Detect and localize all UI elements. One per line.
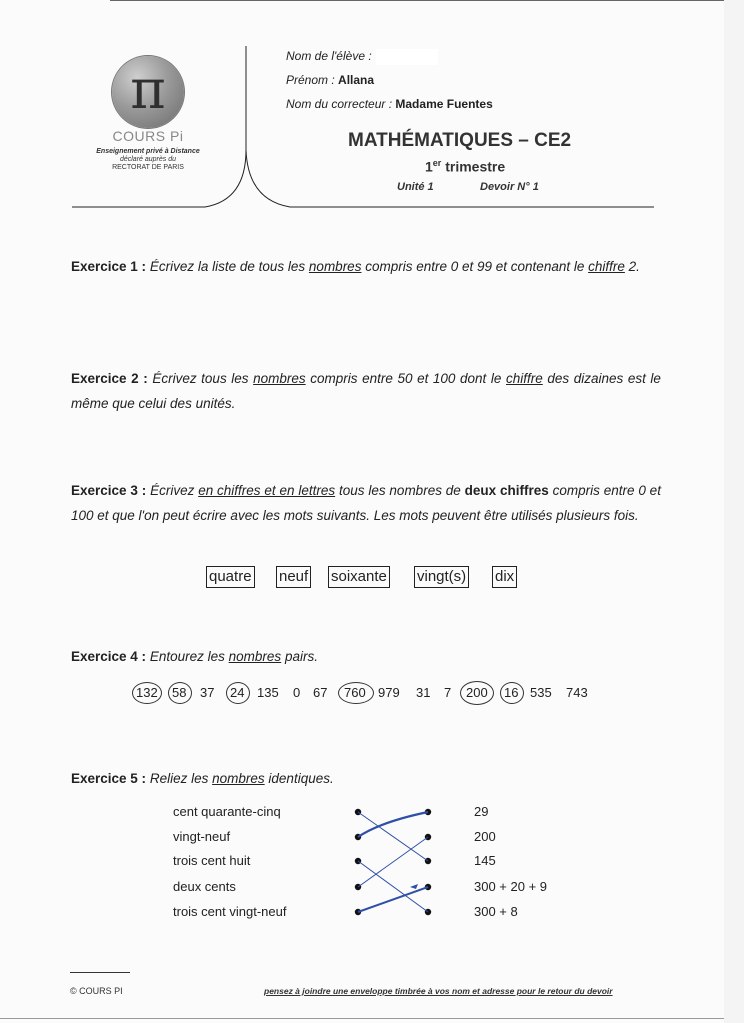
match-left-item: vingt-neuf xyxy=(173,829,231,844)
redacted-name-box xyxy=(376,49,438,65)
match-left-item: trois cent huit xyxy=(173,853,251,868)
match-right-item: 200 xyxy=(474,829,496,844)
pi-symbol: π xyxy=(130,58,166,121)
footer-note: pensez à joindre une enveloppe timbrée à vos nom et adresse pour le retour du devoir xyxy=(264,986,613,996)
number-item: 135 xyxy=(257,685,279,700)
number-item: 67 xyxy=(313,685,328,700)
bottom-border xyxy=(0,1018,724,1019)
unit-label: Unité 1 xyxy=(397,181,434,193)
student-name-field: Nom de l'élève : xyxy=(286,49,438,65)
matching-lines xyxy=(340,800,450,925)
number-item: 743 xyxy=(566,685,588,700)
pen-scribble xyxy=(410,884,418,889)
devoir-label: Devoir N° 1 xyxy=(480,181,539,193)
hand-drawn-circle xyxy=(226,682,250,704)
hand-drawn-circle xyxy=(460,681,494,705)
footer-rule xyxy=(70,972,130,973)
number-item: 24 xyxy=(230,685,245,700)
word-box: vingt(s) xyxy=(414,566,469,588)
match-left-item: trois cent vingt-neuf xyxy=(173,904,287,919)
pen-line xyxy=(358,887,428,912)
footer-copyright: © COURS PI xyxy=(70,986,123,996)
number-item: 7 xyxy=(444,685,452,700)
number-item: 200 xyxy=(466,685,488,700)
cours-pi-logo xyxy=(74,48,246,208)
number-item: 0 xyxy=(293,685,301,700)
word-box: neuf xyxy=(276,566,311,588)
pen-line xyxy=(358,812,428,861)
match-left-item: deux cents xyxy=(173,879,236,894)
word-box: quatre xyxy=(206,566,255,588)
number-item: 58 xyxy=(172,685,187,700)
number-item: 535 xyxy=(530,685,552,700)
subject-title: MATHÉMATIQUES – CE2 xyxy=(348,130,572,151)
match-left-item: cent quarante-cinq xyxy=(173,804,281,819)
exercise-1: Exercice 1 : Écrivez la liste de tous les nombres compris entre 0 et 99 et contenant le chiffre 2. xyxy=(71,259,640,274)
hand-drawn-circle xyxy=(132,682,162,704)
number-item: 16 xyxy=(504,685,519,700)
number-item: 132 xyxy=(136,685,158,700)
exercise-5: Exercice 5 : Reliez les nombres identiques. xyxy=(71,771,334,786)
brand-name: COURS Pi xyxy=(112,128,184,144)
word-box: soixante xyxy=(328,566,390,588)
hand-drawn-circle xyxy=(338,682,374,704)
pi-logo-icon xyxy=(112,56,184,128)
pen-line xyxy=(358,812,428,837)
number-item: 31 xyxy=(416,685,431,700)
match-right-item: 300 + 8 xyxy=(474,904,518,919)
exercise-2: Exercice 2 : Écrivez tous les nombres compris entre 50 et 100 dont le chiffre des dizaines est le même que celui des unités. xyxy=(71,371,661,411)
match-right-item: 29 xyxy=(474,804,489,819)
word-box: dix xyxy=(492,566,517,588)
number-item: 760 xyxy=(344,685,366,700)
number-item: 37 xyxy=(200,685,215,700)
match-right-item: 300 + 20 + 9 xyxy=(474,879,548,894)
number-item: 979 xyxy=(378,685,400,700)
hand-drawn-circle xyxy=(500,682,524,704)
corrector-field: Nom du correcteur : Madame Fuentes xyxy=(286,97,493,111)
trimester: 1er trimestre xyxy=(425,158,506,175)
hand-drawn-circle xyxy=(168,682,192,704)
first-name-field: Prénom : Allana xyxy=(286,73,375,87)
pen-line xyxy=(358,837,428,887)
match-right-item: 145 xyxy=(474,853,496,868)
exercise-4: Exercice 4 : Entourez les nombres pairs. xyxy=(71,649,318,664)
pen-line xyxy=(358,861,428,912)
brand-tagline: Enseignement privé à Distance déclaré auprès du RECTORAT DE PARIS xyxy=(96,148,200,171)
exercise-3: Exercice 3 : Écrivez en chiffres et en lettres tous les nombres de deux chiffres compris entre 0 et 100 et que l'on peut écrire avec les mots suivants. Les mots peuvent être utilisés plusieurs fois. xyxy=(71,483,661,523)
